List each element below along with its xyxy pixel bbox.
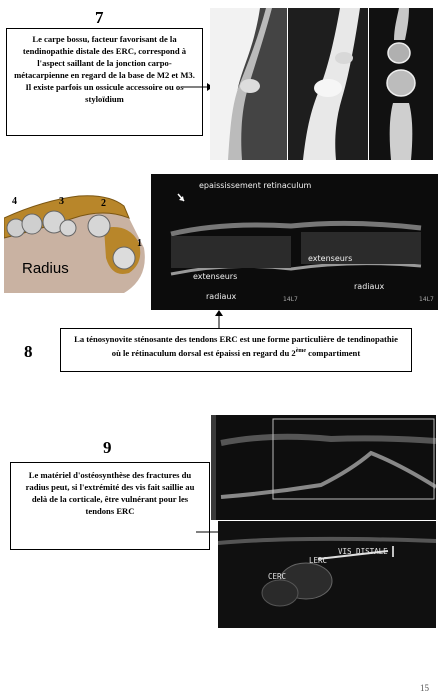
radius-label: Radius (22, 260, 69, 277)
section-7-textbox: Le carpe bossu, facteur favorisant de la tendinopathie distale des ERC, correspond à l'aspect saillant de la jonction carpo-métacarpienne en regard de la base de M2 et M3. Il existe parfois un ossicule accessoire ou os styloïdium (6, 28, 203, 136)
ultrasound-screw-image-top (211, 415, 436, 520)
ct-sagittal-image (369, 8, 433, 160)
us-probe-label-2: 14L7 (419, 296, 434, 303)
us-label-radiaux-right: radiaux (354, 282, 385, 291)
us-label-retinaculum: epaississement retinaculum (199, 181, 312, 190)
page-number: 15 (420, 683, 429, 693)
section-8-number: 8 (24, 342, 33, 361)
section-8-superscript: ème (295, 348, 307, 354)
section-8-textbox (60, 328, 412, 372)
section-9-textbox: Le matériel d'ostéosynthèse des fractures du radius peut, si l'extrémité des vis fait saillie au delà de la corticale, être vulnérant pour les tendons ERC (10, 462, 210, 550)
us-label-vis-distale: VIS DISTALE (338, 547, 388, 556)
tendon-compartment-diagram (4, 188, 154, 298)
us-label-extenseurs-right: extenseurs (308, 254, 353, 263)
arrow-right-icon (183, 82, 213, 92)
us-label-lerc: LERC (309, 556, 328, 565)
xray-lateral-image (210, 8, 287, 160)
compartment-label-1: 1 (137, 238, 142, 249)
ultrasound-retinaculum-image (151, 174, 438, 310)
section-8-text-end: compartiment (308, 347, 361, 358)
us-probe-label-1: 14L7 (283, 296, 298, 303)
ultrasound-screw-image-bottom (218, 521, 436, 628)
compartment-label-2: 2 (101, 198, 106, 209)
us-label-cerc: CERC (268, 572, 287, 581)
compartment-label-4: 4 (12, 196, 17, 207)
arrow-up-icon (214, 310, 224, 330)
us-label-radiaux-left: radiaux (206, 292, 237, 301)
section-7-number: 7 (95, 8, 104, 27)
us-label-extenseurs-left: extenseurs (193, 272, 238, 281)
section-8-text: La ténosynovite sténosante des tendons ERC est une forme particulière de tendinopathie où le rétinaculum dorsal est épaissi en regard du 2 (74, 334, 398, 358)
section-9-number: 9 (103, 438, 112, 457)
xray-oblique-image (288, 8, 368, 160)
compartment-label-3: 3 (59, 196, 64, 207)
